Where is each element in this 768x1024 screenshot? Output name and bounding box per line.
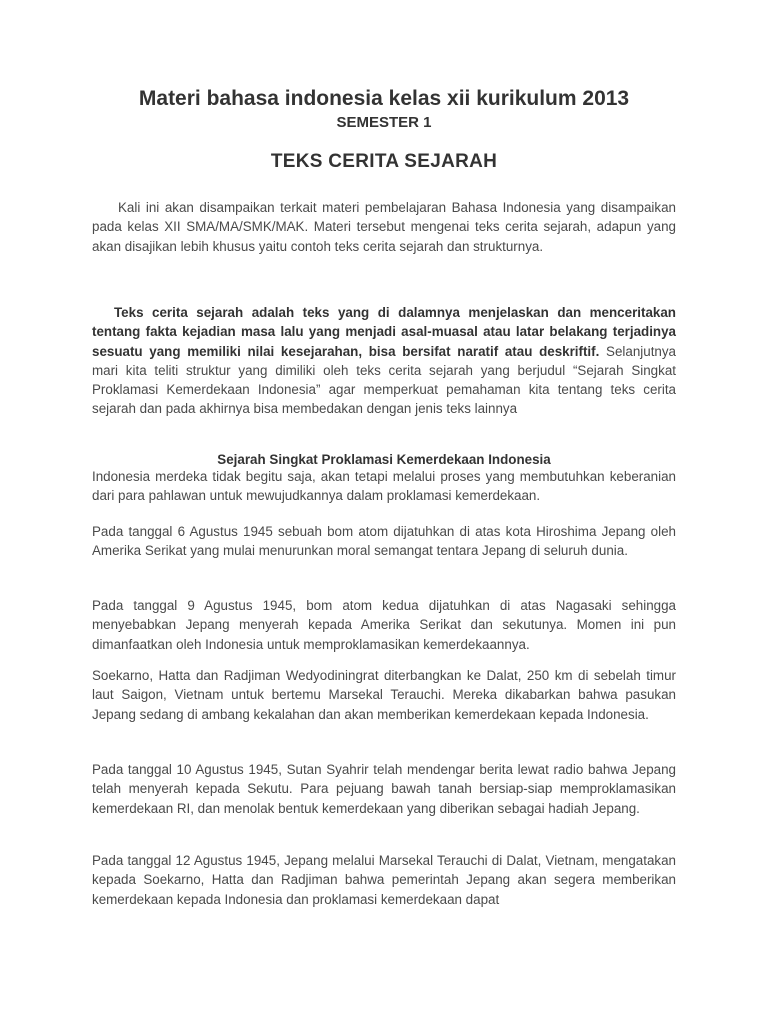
story-paragraph-5: Pada tanggal 10 Agustus 1945, Sutan Syahrir telah mendengar berita lewat radio bahwa Jepang telah menyerah kepada Sekutu. Para pejuang bawah tanah bersiap-siap memproklamasikan kemerdekaan RI, dan menolak bentuk kemerdekaan yang diberikan sebagai hadiah Jepang.: [92, 762, 676, 816]
definition-paragraph: [92, 303, 676, 419]
section-heading: TEKS CERITA SEJARAH: [270, 151, 498, 172]
story-paragraph-6: Pada tanggal 12 Agustus 1945, Jepang melalui Marsekal Terauchi di Dalat, Vietnam, mengatakan kepada Soekarno, Hatta dan Radjiman bahwa pemerintah Jepang akan segera memberikan kemerdekaan kepada Indonesia dan proklamasi kemerdekaan dapat: [92, 853, 676, 907]
story-paragraph-4: Soekarno, Hatta dan Radjiman Wedyodiningrat diterbangkan ke Dalat, 250 km di sebelah timur laut Saigon, Vietnam untuk bertemu Marsekal Terauchi. Mereka dikabarkan bahwa pasukan Jepang sedang di ambang kekalahan dan akan memberikan kemerdekaan kepada Indonesia.: [92, 668, 676, 722]
intro-paragraph: Kali ini akan disampaikan terkait materi pembelajaran Bahasa Indonesia yang disampaikan pada kelas XII SMA/MA/SMK/MAK. Materi tersebut mengenai teks cerita sejarah, adapun yang akan disajikan lebih khusus yaitu contoh teks cerita sejarah dan strukturnya.: [92, 200, 676, 254]
definition-rest-text: Selanjutnya mari kita teliti struktur yang dimiliki oleh teks cerita sejarah yang berjudul “Sejarah Singkat Proklamasi Kemerdekaan Indonesia” agar memperkuat pemahaman kita tentang teks cerita sejarah dan pada akhirnya bisa membedakan dengan jenis teks lainnya: [92, 343, 676, 417]
semester-label: SEMESTER 1: [336, 114, 432, 131]
document-title: Materi bahasa indonesia kelas xii kurikulum 2013: [138, 87, 630, 110]
story-title: Sejarah Singkat Proklamasi Kemerdekaan Indonesia: [217, 452, 551, 467]
story-paragraph-3: Pada tanggal 9 Agustus 1945, bom atom kedua dijatuhkan di atas Nagasaki sehingga menyebabkan Jepang menyerah kepada Amerika Serikat dan sekutunya. Momen ini pun dimanfaatkan oleh Indonesia untuk memproklamasikan kemerdekaannya.: [92, 598, 676, 652]
story-paragraph-2: Pada tanggal 6 Agustus 1945 sebuah bom atom dijatuhkan di atas kota Hiroshima Jepang oleh Amerika Serikat yang mulai menurunkan moral semangat tentara Jepang di seluruh dunia.: [92, 524, 676, 559]
story-paragraph-1: Indonesia merdeka tidak begitu saja, akan tetapi melalui proses yang membutuhkan keberanian dari para pahlawan untuk mewujudkannya dalam proklamasi kemerdekaan.: [92, 469, 676, 504]
definition-bold-text: Teks cerita sejarah adalah teks yang di dalamnya menjelaskan dan menceritakan tentang fakta kejadian masa lalu yang menjadi asal-muasal atau latar belakang terjadinya sesuatu yang memiliki nilai kesejarahan, bisa bersifat naratif atau deskriftif.: [92, 305, 676, 359]
